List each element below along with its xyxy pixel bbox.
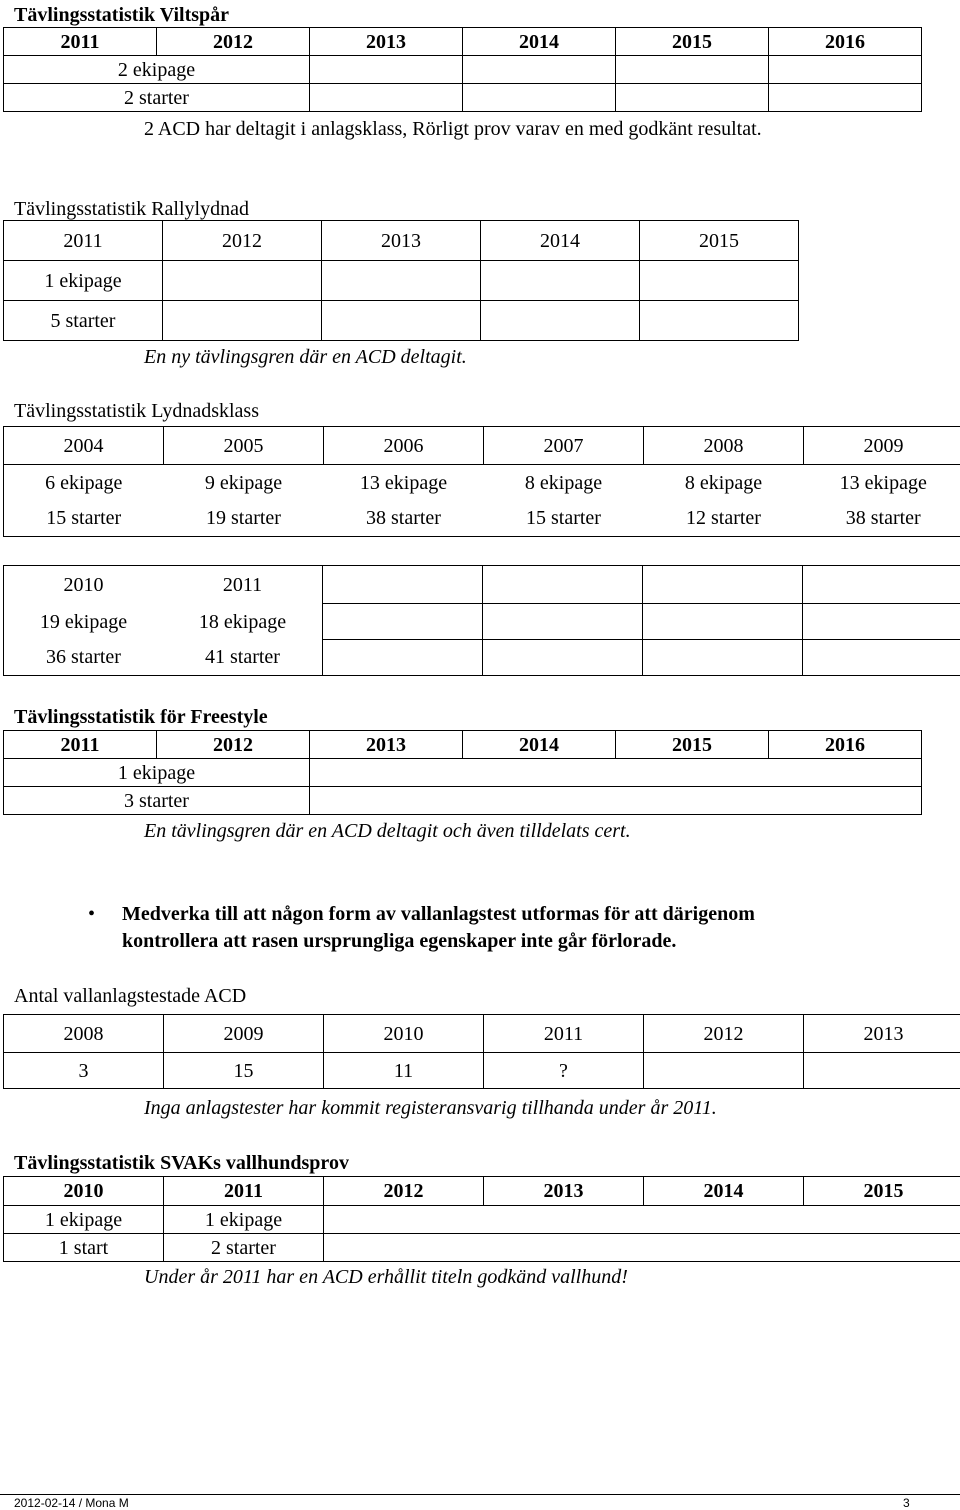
footer-date-author: 2012-02-14 / Mona M — [14, 1496, 129, 1510]
ekipage-cell: 1 ekipage — [4, 1206, 164, 1234]
bullet-line-1: Medverka till att någon form av vallanlagstest utformas för att därigenom — [122, 903, 755, 925]
year-cell: 2010 — [4, 1177, 164, 1206]
year-cell: 2012 — [157, 28, 310, 56]
year-cell: 2011 — [163, 566, 323, 604]
year-cell: 2013 — [322, 221, 481, 261]
vallanlag-note: Inga anlagstester har kommit registeransvarig tillhanda under år 2011. — [144, 1097, 717, 1119]
starter-cell: 15 starter — [484, 501, 644, 537]
svak-title: Tävlingsstatistik SVAKs vallhundsprov — [14, 1152, 349, 1174]
ekipage-cell: 8 ekipage — [684, 471, 763, 494]
value-cell: 15 — [164, 1053, 324, 1089]
year-cell: 2012 — [324, 1177, 484, 1206]
vallanlag-table — [3, 1014, 960, 1089]
year-cell: 2006 — [324, 427, 484, 465]
ekipage-cell: 2 ekipage — [4, 56, 310, 84]
freestyle-title: Tävlingsstatistik för Freestyle — [14, 706, 268, 728]
page-number: 3 — [903, 1496, 910, 1510]
year-cell: 2007 — [484, 427, 644, 465]
viltspar-table — [3, 27, 922, 112]
year-cell: 2009 — [164, 1015, 324, 1053]
lydnadsklass-table — [3, 426, 960, 537]
value-cell: 11 — [324, 1053, 484, 1089]
year-cell: 2008 — [644, 427, 804, 465]
value-cell: 3 — [4, 1053, 164, 1089]
ekipage-cell: 8 ekipage — [524, 471, 603, 494]
vallanlag-title: Antal vallanlagstestade ACD — [14, 985, 247, 1007]
svak-table — [3, 1176, 960, 1262]
year-cell: 2011 — [484, 1015, 644, 1053]
svak-note: Under år 2011 har en ACD erhållit titeln godkänd vallhund! — [144, 1266, 628, 1288]
year-cell: 2012 — [644, 1015, 804, 1053]
rallylydnad-title: Tävlingsstatistik Rallylydnad — [14, 198, 249, 220]
freestyle-table — [3, 730, 922, 815]
lydnadsklass-title: Tävlingsstatistik Lydnadsklass — [14, 400, 259, 422]
freestyle-note: En tävlingsgren där en ACD deltagit och även tilldelats cert. — [144, 820, 631, 842]
year-cell: 2004 — [4, 427, 164, 465]
bullet-icon: • — [88, 903, 96, 925]
ekipage-cell: 18 ekipage — [163, 604, 323, 640]
starter-cell: 19 starter — [164, 501, 324, 537]
year-cell: 2016 — [769, 731, 922, 759]
viltspar-note: 2 ACD har deltagit i anlagsklass, Rörligt prov varav en med godkänt resultat. — [144, 118, 762, 140]
year-cell: 2013 — [804, 1015, 960, 1053]
year-cell: 2010 — [4, 566, 164, 604]
starter-cell: 3 starter — [4, 787, 310, 815]
year-cell: 2015 — [640, 221, 799, 261]
year-cell: 2014 — [644, 1177, 804, 1206]
viltspar-title: Tävlingsstatistik Viltspår — [14, 4, 230, 26]
year-cell: 2015 — [616, 28, 769, 56]
year-cell: 2013 — [484, 1177, 644, 1206]
ekipage-cell: 1 ekipage — [164, 1206, 324, 1234]
ekipage-cell: 9 ekipage — [204, 471, 283, 494]
year-cell: 2009 — [804, 427, 960, 465]
ekipage-cell: 19 ekipage — [4, 604, 164, 640]
year-cell: 2013 — [310, 28, 463, 56]
starter-cell: 36 starter — [4, 640, 164, 676]
rallylydnad-note: En ny tävlingsgren där en ACD deltagit. — [144, 346, 467, 368]
year-cell: 2005 — [164, 427, 324, 465]
value-cell: ? — [484, 1053, 644, 1089]
starter-cell: 1 start — [4, 1234, 164, 1262]
starter-cell: 38 starter — [804, 501, 960, 537]
starter-cell: 38 starter — [324, 501, 484, 537]
starter-cell: 12 starter — [644, 501, 804, 537]
rallylydnad-table — [3, 220, 799, 341]
year-cell: 2011 — [164, 1177, 324, 1206]
year-cell: 2013 — [310, 731, 463, 759]
starter-cell: 2 starter — [164, 1234, 324, 1262]
starter-cell: 2 starter — [4, 84, 310, 112]
bullet-line-2: kontrollera att rasen ursprungliga egenskaper inte går förlorade. — [122, 930, 677, 952]
year-cell: 2015 — [616, 731, 769, 759]
starter-cell: 15 starter — [4, 501, 164, 537]
year-cell: 2016 — [769, 28, 922, 56]
year-cell: 2011 — [4, 28, 157, 56]
year-cell: 2010 — [324, 1015, 484, 1053]
year-cell: 2015 — [804, 1177, 960, 1206]
ekipage-cell: 1 ekipage — [4, 261, 163, 301]
starter-cell: 41 starter — [163, 640, 323, 676]
year-cell: 2012 — [163, 221, 322, 261]
year-cell: 2014 — [481, 221, 640, 261]
lydnadsklass-table-2 — [3, 565, 960, 676]
footer-rule — [0, 1494, 960, 1495]
year-cell: 2012 — [157, 731, 310, 759]
year-cell: 2014 — [463, 28, 616, 56]
ekipage-cell: 1 ekipage — [4, 759, 310, 787]
year-cell: 2011 — [4, 221, 163, 261]
year-cell: 2008 — [4, 1015, 164, 1053]
starter-cell: 5 starter — [4, 301, 163, 341]
ekipage-cell: 13 ekipage — [359, 471, 448, 494]
ekipage-cell: 13 ekipage — [804, 465, 960, 501]
ekipage-cell: 6 ekipage — [4, 465, 164, 501]
year-cell: 2014 — [463, 731, 616, 759]
year-cell: 2011 — [4, 731, 157, 759]
